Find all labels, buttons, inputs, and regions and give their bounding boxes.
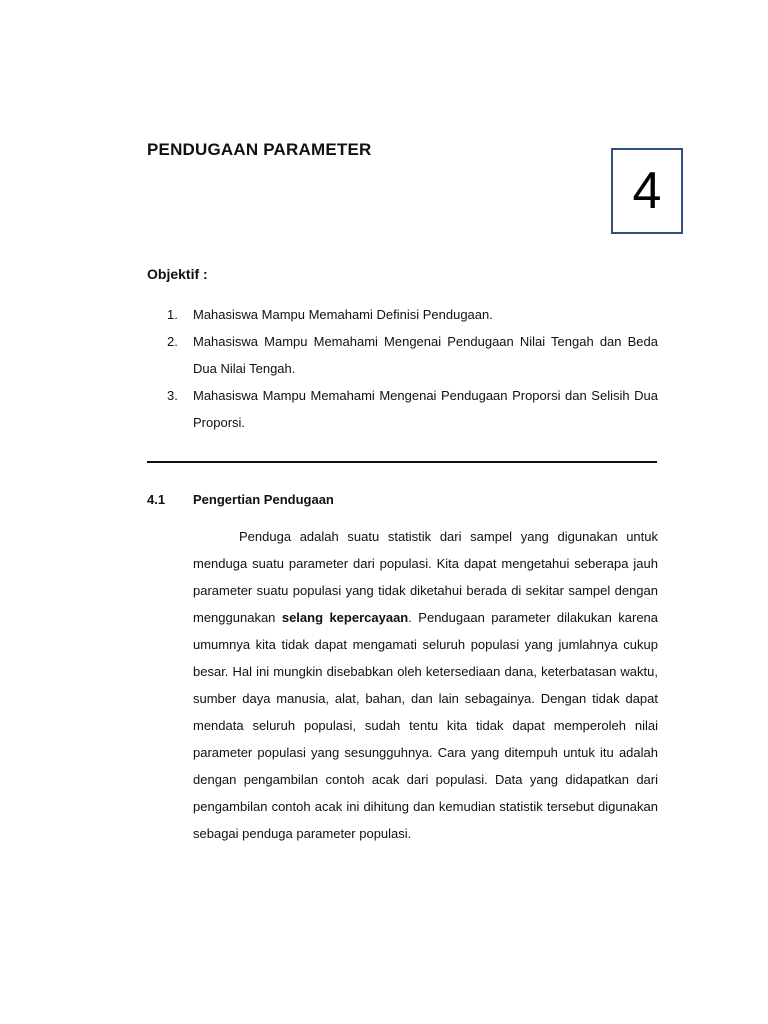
paragraph-text-after: . Pendugaan parameter dilakukan karena umumnya kita tidak dapat mengamati seluruh populasi yang jumlahnya cukup besar. Hal ini mungkin disebabkan oleh ketersediaan dana, keterbatasan waktu, sumber daya manusia, alat, bahan, dan lain sebagainya. Dengan tidak dapat mendata seluruh populasi, sudah tentu kita tidak dapat memperoleh nilai parameter populasi yang sesungguhnya. Cara yang ditempuh untuk itu adalah dengan pengambilan contoh acak dari populasi. Data yang didapatkan dari pengambilan contoh acak ini dihitung dan kemudian statistik tersebut digunakan sebagai penduga parameter populasi.: [193, 610, 659, 841]
objective-number: 2.: [167, 334, 178, 349]
section-title: Pengertian Pendugaan: [193, 492, 334, 507]
objectives-list: [147, 301, 658, 436]
objective-text: Mahasiswa Mampu Memahami Definisi Pendugaan.: [193, 307, 493, 322]
objective-number: 3.: [167, 388, 178, 403]
bold-term: selang kepercayaan: [281, 610, 409, 625]
objective-text: Mahasiswa Mampu Memahami Mengenai Pendugaan Proporsi dan Selisih Dua Proporsi.: [193, 388, 658, 430]
objectives-heading: Objektif :: [147, 266, 208, 282]
objective-item: [147, 382, 658, 436]
objective-item: [147, 301, 658, 328]
body-paragraph: [193, 523, 658, 847]
chapter-number: 4: [632, 162, 662, 220]
objective-text: Mahasiswa Mampu Memahami Mengenai Pendugaan Nilai Tengah dan Beda Dua Nilai Tengah.: [193, 334, 658, 376]
objective-item: [147, 328, 658, 382]
chapter-title: PENDUGAAN PARAMETER: [147, 140, 372, 159]
paragraph-text-before: Penduga adalah suatu statistik dari sampel yang digunakan untuk menduga suatu parameter dari populasi. Kita dapat mengetahui seberapa jauh parameter suatu populasi yang tidak diketahui berada di sekitar sampel dengan menggunakan: [193, 529, 658, 625]
section-number: 4.1: [147, 492, 166, 507]
objective-number: 1.: [167, 307, 178, 322]
section-divider: [147, 461, 657, 463]
chapter-number-box: [611, 148, 683, 234]
